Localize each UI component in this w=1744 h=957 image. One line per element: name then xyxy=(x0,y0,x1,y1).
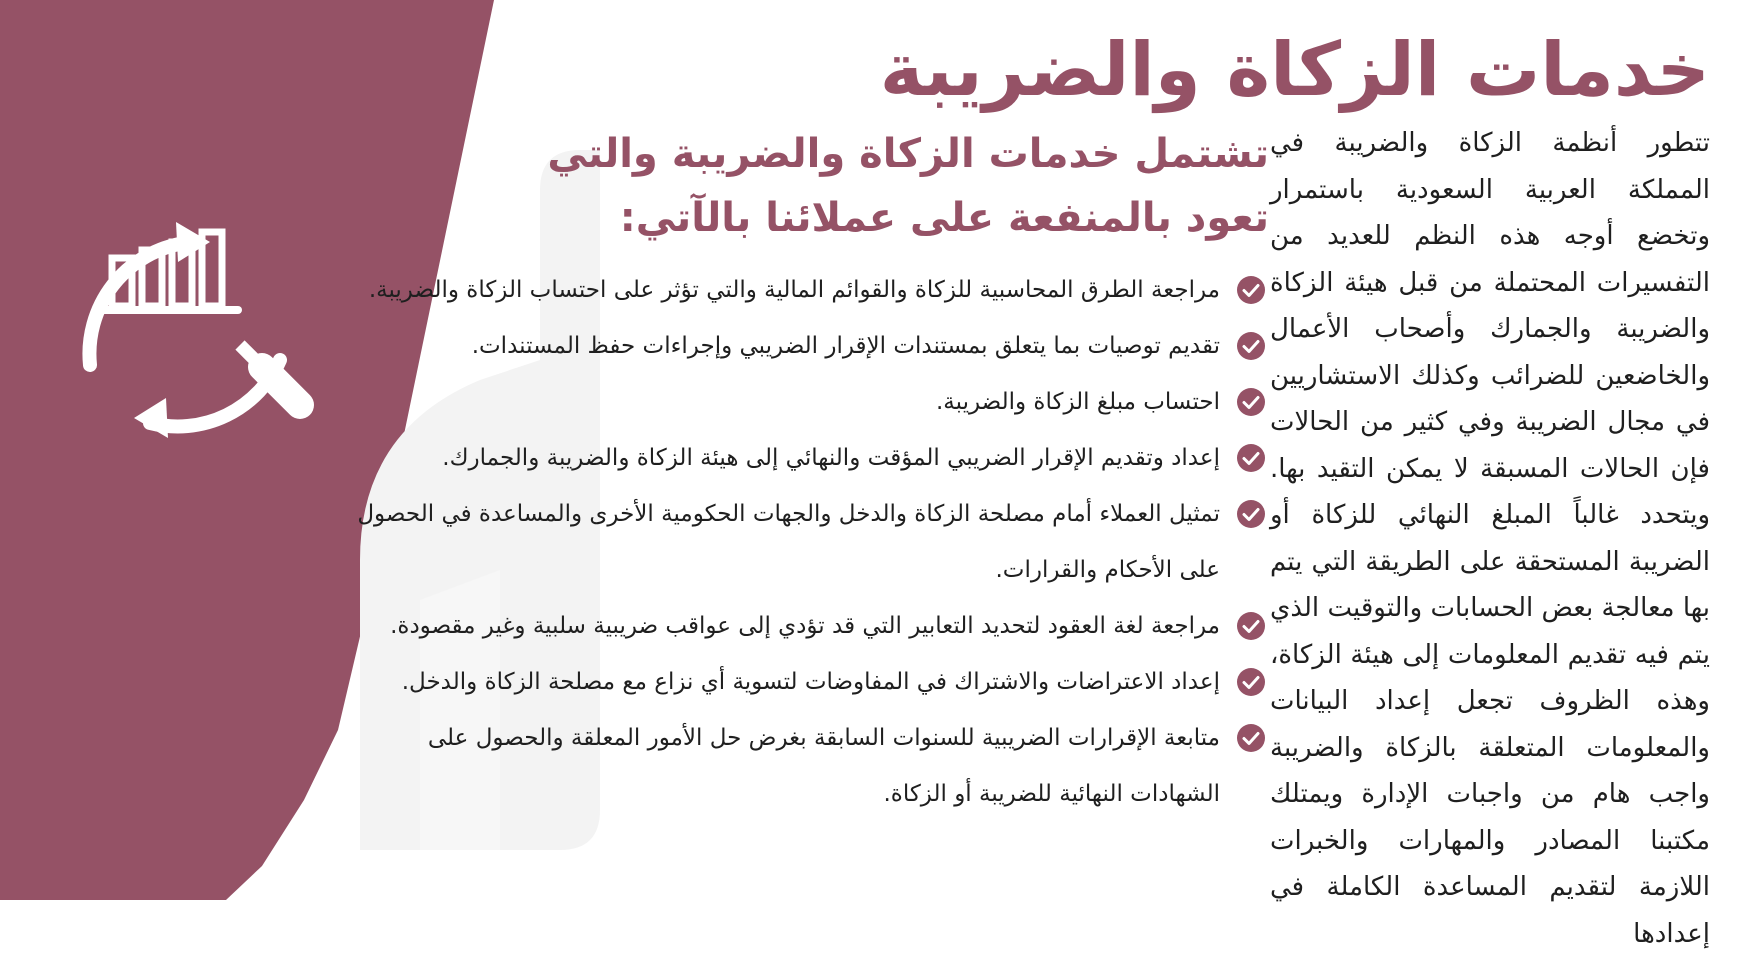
check-circle-icon xyxy=(1236,443,1266,473)
check-circle-icon xyxy=(1236,275,1266,305)
check-circle-icon xyxy=(1236,387,1266,417)
service-text: تقديم توصيات بما يتعلق بمستندات الإقرار الضريبي وإجراءات حفظ المستندات. xyxy=(471,333,1220,359)
service-item xyxy=(356,262,1266,318)
service-text: تمثيل العملاء أمام مصلحة الزكاة والدخل والجهات الحكومية الأخرى والمساعدة في الحصول على الأحكام والقرارات. xyxy=(357,501,1220,583)
intro-paragraph: تتطور أنظمة الزكاة والضريبة في المملكة العربية السعودية باستمرار وتخضع أوجه هذه النظم للعديد من التفسيرات المحتملة من قبل هيئة الزكاة والضريبة والجمارك وأصحاب الأعمال والخاضعين للضرائب وكذلك الاستشاريين في مجال الضريبة وفي كثير من الحالات فإن الحالات المسبقة لا يمكن التقيد بها. ويتحدد غالباً المبلغ النهائي للزكاة أو الضريبة المستحقة على الطريقة التي يتم بها معالجة بعض الحسابات والتوقيت الذي يتم فيه تقديم المعلومات إلى هيئة الزكاة، وهذه الظروف تجعل إعداد البيانات والمعلومات المتعلقة بالزكاة والضريبة واجب هام من واجبات الإدارة ويمتلك مكتبنا المصادر والمهارات والخبرات اللازمة لتقديم المساعدة الكاملة في إعدادها xyxy=(1270,128,1710,949)
service-item xyxy=(356,598,1266,654)
service-text: احتساب مبلغ الزكاة والضريبة. xyxy=(936,389,1220,415)
check-circle-icon xyxy=(1236,331,1266,361)
page-title: خدمات الزكاة والضريبة xyxy=(879,27,1710,113)
service-item xyxy=(356,430,1266,486)
check-circle-icon xyxy=(1236,723,1266,753)
service-text: إعداد الاعتراضات والاشتراك في المفاوضات لتسوية أي نزاع مع مصلحة الزكاة والدخل. xyxy=(401,669,1220,695)
check-circle-icon xyxy=(1236,611,1266,641)
check-circle-icon xyxy=(1236,667,1266,697)
service-item xyxy=(356,486,1266,598)
service-text: مراجعة الطرق المحاسبية للزكاة والقوائم المالية والتي تؤثر على احتساب الزكاة والضريبة. xyxy=(368,277,1220,303)
services-heading: تشتمل خدمات الزكاة والضريبة والتي تعود بالمنفعة على عملائنا بالآتي: xyxy=(547,131,1269,241)
service-item xyxy=(356,374,1266,430)
services-list xyxy=(356,262,1266,822)
service-text: متابعة الإقرارات الضريبية للسنوات السابقة بغرض حل الأمور المعلقة والحصول على الشهادات النهائية للضريبة أو الزكاة. xyxy=(427,725,1220,807)
service-text: إعداد وتقديم الإقرار الضريبي المؤقت والنهائي إلى هيئة الزكاة والضريبة والجمارك. xyxy=(442,445,1220,471)
service-item xyxy=(356,710,1266,822)
check-circle-icon xyxy=(1236,499,1266,529)
service-item xyxy=(356,318,1266,374)
service-text: مراجعة لغة العقود لتحديد التعابير التي قد تؤدي إلى عواقب ضريبية سلبية وغير مقصودة. xyxy=(390,613,1220,639)
service-item xyxy=(356,654,1266,710)
